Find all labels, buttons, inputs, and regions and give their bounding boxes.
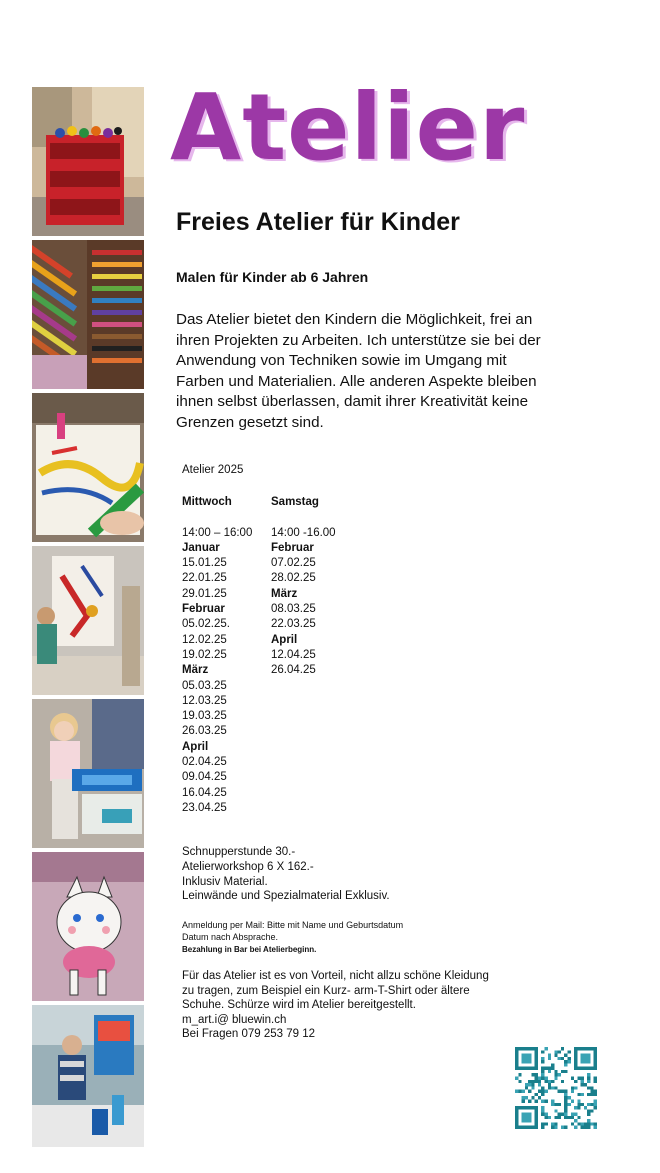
notes-block xyxy=(182,969,502,1042)
saturday-date: 08.03.25 xyxy=(271,603,316,616)
girl-painting-photo xyxy=(32,699,144,848)
schedule-title: Atelier 2025 xyxy=(182,464,244,476)
pricing-line: Atelierworkshop 6 X 162.- xyxy=(182,860,314,873)
wednesday-date: 02.04.25 xyxy=(182,756,227,769)
wednesday-date: 09.04.25 xyxy=(182,771,227,784)
signup-line: Datum nach Absprache. xyxy=(182,931,279,942)
wednesday-date: 12.03.25 xyxy=(182,694,227,707)
wednesday-month-label: März xyxy=(182,664,209,677)
saturday-month-label: Februar xyxy=(271,541,314,554)
wednesday-date: 16.04.25 xyxy=(182,786,227,799)
schedule xyxy=(182,463,336,814)
wednesday-date: 26.03.25 xyxy=(182,725,227,738)
contact-email[interactable]: m_art.i@ bluewin.ch xyxy=(182,1013,287,1026)
wednesday-date: 19.03.25 xyxy=(182,710,227,723)
pricing-line: Inklusiv Material. xyxy=(182,875,268,888)
saturday-time: 14:00 -16.00 xyxy=(271,526,336,539)
saturday-column xyxy=(271,495,336,679)
intro-paragraph: Das Atelier bietet den Kindern die Möglichkeit, frei an ihren Projekten zu Arbeiten. Ich unterstütze sie bei der Anwendung von Techniken sowie im Umgang mit Farben und Materialien. Alle anderen Aspekte bleiben ihnen selbst überlassen, damit ihrer Kreativität keine Grenzen gesetzt sind. xyxy=(176,311,541,431)
saturday-month-label: April xyxy=(271,633,298,646)
wednesday-date: 05.02.25. xyxy=(182,618,230,631)
wednesday-date: 05.03.25 xyxy=(182,679,227,692)
saturday-header: Samstag xyxy=(271,496,319,508)
saturday-date: 28.02.25 xyxy=(271,572,316,585)
colored-pencils-photo xyxy=(32,240,144,389)
wednesday-header: Mittwoch xyxy=(182,496,232,508)
cat-drawing-photo xyxy=(32,852,144,1001)
pricing-line: Leinwände und Spezialmaterial Exklusiv. xyxy=(182,890,390,903)
page-title: Atelier xyxy=(170,74,526,181)
saturday-date: 22.03.25 xyxy=(271,618,316,631)
qr-code[interactable] xyxy=(515,1047,597,1129)
signup-line: Anmeldung per Mail: Bitte mit Name und Geburtsdatum xyxy=(182,920,404,930)
wednesday-date: 15.01.25 xyxy=(182,557,227,570)
subtitle: Freies Atelier für Kinder xyxy=(176,208,460,236)
signup-block xyxy=(182,920,403,955)
wednesday-date: 19.02.25 xyxy=(182,648,227,661)
paint-cart-photo xyxy=(32,87,144,236)
wednesday-date: 29.01.25 xyxy=(182,587,227,600)
saturday-date: 26.04.25 xyxy=(271,664,316,677)
wednesday-month-label: Februar xyxy=(182,603,225,616)
wednesday-date: 23.04.25 xyxy=(182,801,227,814)
saturday-month-label: März xyxy=(271,587,298,600)
child-at-easel-photo xyxy=(32,546,144,695)
wednesday-date: 22.01.25 xyxy=(182,572,227,585)
contact-phone[interactable]: Bei Fragen 079 253 79 12 xyxy=(182,1028,315,1041)
pricing-block xyxy=(182,845,390,904)
wednesday-month-label: April xyxy=(182,740,209,753)
saturday-date: 12.04.25 xyxy=(271,648,316,661)
wednesday-column xyxy=(182,495,252,816)
tagline: Malen für Kinder ab 6 Jahren xyxy=(176,269,369,285)
payment-note: Bezahlung in Bar bei Atelierbeginn. xyxy=(182,944,317,954)
saturday-date: 07.02.25 xyxy=(271,557,316,570)
pricing-line: Schnupperstunde 30.- xyxy=(182,846,296,858)
boy-in-studio-photo xyxy=(32,1005,144,1147)
child-painting-photo xyxy=(32,393,144,542)
clothing-note: Für das Atelier ist es von Vorteil, nicht allzu schöne Kleidung zu tragen, zum Beispiel ein Kurz- arm-T-Shirt oder ältere Schuhe. Schürze wird im Atelier bereitgestellt. xyxy=(182,970,489,1012)
wednesday-time: 14:00 – 16:00 xyxy=(182,526,253,539)
wednesday-date: 12.02.25 xyxy=(182,633,227,646)
wednesday-month-label: Januar xyxy=(182,541,220,554)
